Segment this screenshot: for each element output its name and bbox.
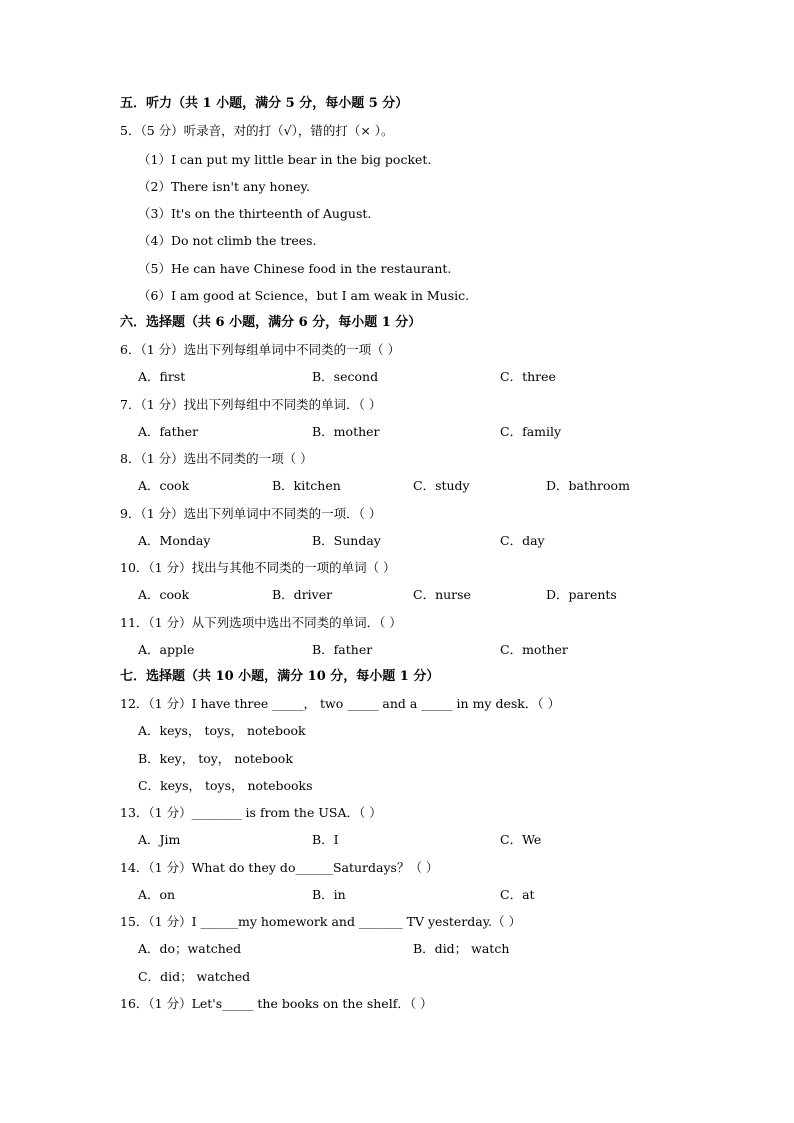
option-b[interactable]: B．did； watch bbox=[413, 941, 510, 956]
question-stem: 9．（1 分）选出下列单词中不同类的一项．（ ） bbox=[120, 506, 382, 521]
option-b[interactable]: B．in bbox=[312, 887, 346, 902]
option-b[interactable]: B．mother bbox=[312, 424, 380, 439]
question-stem: 7．（1 分）找出下列每组中不同类的单词．（ ） bbox=[120, 397, 382, 412]
option-a[interactable]: A．father bbox=[138, 424, 199, 439]
question-stem: 6．（1 分）选出下列每组单词中不同类的一项（ ） bbox=[120, 342, 401, 357]
option-b[interactable]: B．father bbox=[312, 642, 373, 657]
option-b[interactable]: B．driver bbox=[272, 587, 333, 602]
section-heading: 五．听力（共 1 小题，满分 5 分，每小题 5 分） bbox=[120, 96, 409, 111]
option-b[interactable]: B．key， toy， notebook bbox=[138, 751, 293, 766]
options-row bbox=[0, 422, 794, 442]
options-row bbox=[0, 367, 794, 387]
option-b[interactable]: B．Sunday bbox=[312, 533, 381, 548]
option-c[interactable]: C．nurse bbox=[413, 587, 471, 602]
question-stem: 15．（1 分）I ______my homework and _______ TV yesterday.（ ） bbox=[120, 914, 522, 929]
option-a[interactable]: A．do；watched bbox=[138, 941, 242, 956]
listening-item: （4）Do not climb the trees. bbox=[138, 233, 317, 248]
listening-item: （3）It's on the thirteenth of August. bbox=[138, 206, 372, 221]
options-row bbox=[0, 830, 794, 850]
options-row bbox=[0, 939, 794, 959]
option-a[interactable]: A．Jim bbox=[138, 832, 181, 847]
question-stem: 8．（1 分）选出不同类的一项（ ） bbox=[120, 451, 313, 466]
option-c[interactable]: C．did； watched bbox=[138, 969, 251, 984]
option-c[interactable]: C．mother bbox=[500, 642, 568, 657]
listening-item: （5）He can have Chinese food in the restaurant. bbox=[138, 261, 452, 276]
option-c[interactable]: C．study bbox=[413, 478, 470, 493]
option-b[interactable]: B．second bbox=[312, 369, 379, 384]
option-a[interactable]: A．on bbox=[138, 887, 176, 902]
question-stem: 10．（1 分）找出与其他不同类的一项的单词（ ） bbox=[120, 560, 396, 575]
section-heading: 六．选择题（共 6 小题，满分 6 分，每小题 1 分） bbox=[120, 315, 422, 330]
listening-item: （2）There isn't any honey. bbox=[138, 179, 310, 194]
option-a[interactable]: A．first bbox=[138, 369, 186, 384]
option-a[interactable]: A．keys， toys， notebook bbox=[138, 723, 306, 738]
listening-item: （6）I am good at Science，but I am weak in Music. bbox=[138, 288, 470, 303]
option-a[interactable]: A．cook bbox=[138, 587, 190, 602]
option-c[interactable]: C．three bbox=[500, 369, 556, 384]
option-c[interactable]: C．at bbox=[500, 887, 535, 902]
option-d[interactable]: D．parents bbox=[546, 587, 617, 602]
options-row bbox=[0, 476, 794, 496]
option-a[interactable]: A．Monday bbox=[138, 533, 211, 548]
listening-item: （1）I can put my little bear in the big pocket. bbox=[138, 152, 432, 167]
option-a[interactable]: A．cook bbox=[138, 478, 190, 493]
option-b[interactable]: B．kitchen bbox=[272, 478, 341, 493]
option-c[interactable]: C．day bbox=[500, 533, 545, 548]
question-stem: 5．（5 分）听录音，对的打（√），错的打（× ）。 bbox=[120, 123, 394, 138]
section-heading: 七．选择题（共 10 小题，满分 10 分，每小题 1 分） bbox=[120, 669, 440, 684]
question-stem: 12．（1 分）I have three _____， two _____ and a _____ in my desk．（ ） bbox=[120, 696, 561, 711]
question-stem: 11．（1 分）从下列选项中选出不同类的单词．（ ） bbox=[120, 615, 402, 630]
options-row bbox=[0, 531, 794, 551]
options-row bbox=[0, 640, 794, 660]
options-row bbox=[0, 885, 794, 905]
question-stem: 13．（1 分）________ is from the USA．（ ） bbox=[120, 805, 382, 820]
option-c[interactable]: C．We bbox=[500, 832, 542, 847]
question-stem: 16．（1 分）Let's_____ the books on the shelf．（ ） bbox=[120, 996, 433, 1011]
option-c[interactable]: C．keys， toys， notebooks bbox=[138, 778, 313, 793]
option-a[interactable]: A．apple bbox=[138, 642, 195, 657]
options-row bbox=[0, 585, 794, 605]
option-b[interactable]: B．I bbox=[312, 832, 339, 847]
option-c[interactable]: C．family bbox=[500, 424, 562, 439]
question-stem: 14．（1 分）What do they do______Saturdays？（ ） bbox=[120, 860, 439, 875]
option-d[interactable]: D．bathroom bbox=[546, 478, 630, 493]
